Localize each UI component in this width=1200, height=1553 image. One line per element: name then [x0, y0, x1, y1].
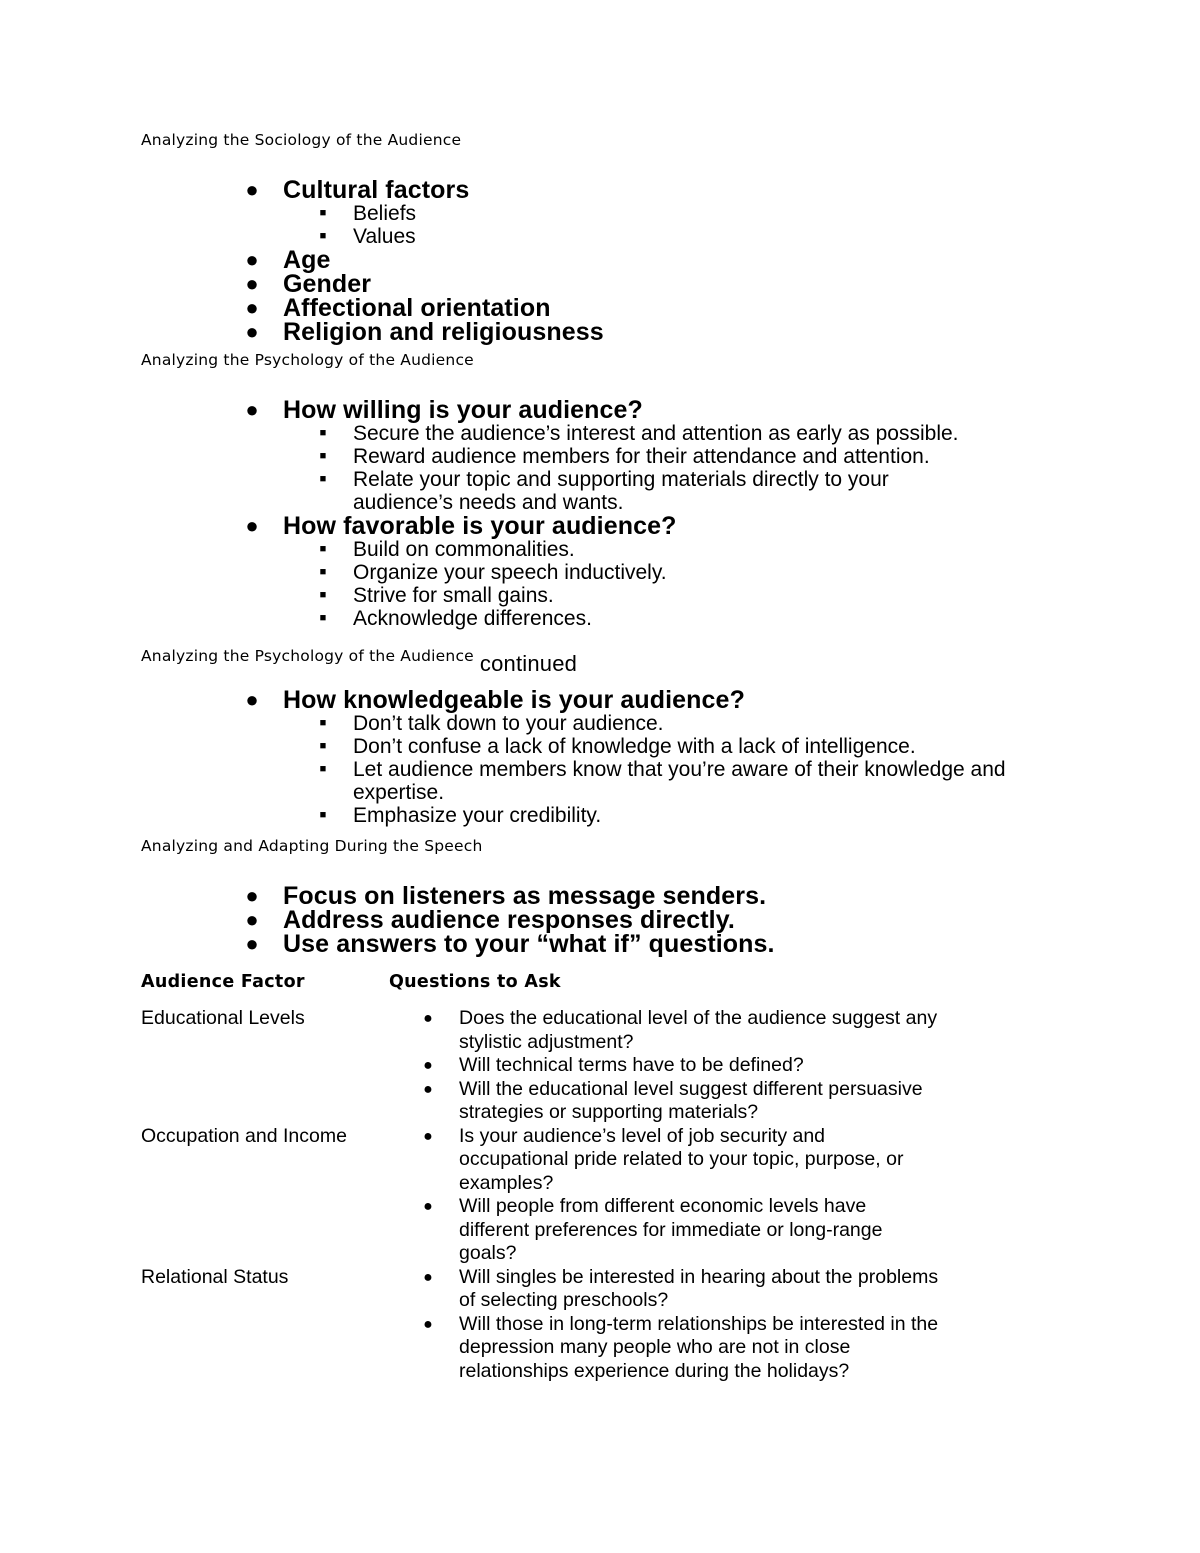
square-bullet-icon: ■: [319, 809, 327, 821]
sub-list-item: ■ Build on commonalities.: [319, 538, 575, 561]
list-item: ● Address audience responses directly.: [245, 906, 735, 934]
bullet-list: [0, 884, 1100, 956]
section-title: Analyzing the Psychology of the Audience continued: [141, 647, 578, 676]
square-bullet-icon: ■: [319, 230, 327, 242]
bullet-icon: ●: [245, 247, 259, 272]
factor-label: Occupation and Income: [141, 1124, 347, 1147]
bullet-icon: ●: [245, 271, 259, 296]
square-bullet-icon: ■: [319, 473, 327, 485]
bullet-icon: ●: [245, 177, 259, 202]
bullet-list: [0, 688, 1100, 827]
list-item: ● Use answers to your “what if” questions.: [245, 930, 775, 958]
sub-list-item: ■ Reward audience members for their attendance and attention.: [319, 445, 930, 468]
square-bullet-icon: ■: [319, 740, 327, 752]
question-item: ● Is your audience’s level of job security and occupational pride related to your topic, purpose, or examples?: [421, 1125, 1041, 1196]
square-bullet-icon: ■: [319, 717, 327, 729]
factor-label: Relational Status: [141, 1265, 289, 1288]
audience-factor-table: [141, 972, 1041, 1383]
square-bullet-icon: ■: [319, 450, 327, 462]
bullet-icon: ●: [245, 319, 259, 344]
bullet-icon: ●: [423, 1268, 433, 1286]
bullet-icon: ●: [423, 1057, 433, 1074]
list-item: ● Religion and religiousness: [245, 318, 604, 346]
list-item: ● How favorable is your audience?: [245, 512, 677, 540]
bullet-icon: ●: [245, 513, 259, 538]
list-item: ● How knowledgeable is your audience?: [245, 686, 745, 714]
table-row: [141, 1007, 1041, 1125]
sub-list-item: ■ Acknowledge differences.: [319, 607, 592, 630]
list-item: ● Age: [245, 246, 331, 274]
sub-list-item: ■ Relate your topic and supporting materials directly to your audience’s needs and wants.: [319, 468, 889, 514]
square-bullet-icon: ■: [319, 566, 327, 578]
bullet-icon: ●: [423, 1080, 433, 1098]
sub-list-item: ■ Let audience members know that you’re aware of their knowledge and expertise.: [319, 758, 1006, 804]
question-item: ● Will singles be interested in hearing about the problems of selecting preschools?: [421, 1266, 1041, 1313]
list-item: ● Gender: [245, 270, 372, 298]
column-header: Questions to Ask: [389, 972, 561, 992]
table-row: [141, 1125, 1041, 1266]
section-title: Analyzing the Sociology of the Audience: [141, 131, 462, 149]
sub-list-item: ■ Organize your speech inductively.: [319, 561, 667, 584]
square-bullet-icon: ■: [319, 612, 327, 624]
question-item: ● Will people from different economic levels have different preferences for immediate or long-range goals?: [421, 1195, 1041, 1266]
bullet-icon: ●: [245, 883, 259, 908]
list-item: ● How willing is your audience?: [245, 396, 643, 424]
sub-list-item: ■ Strive for small gains.: [319, 584, 554, 607]
list-item: ● Cultural factors: [245, 176, 470, 204]
continued-label: continued: [479, 651, 578, 676]
bullet-icon: ●: [245, 397, 259, 422]
bullet-list: [0, 178, 1100, 344]
sub-list-item: ■ Values: [319, 225, 416, 248]
question-item: ● Will the educational level suggest different persuasive strategies or supporting materials?: [421, 1078, 1041, 1125]
square-bullet-icon: ■: [319, 589, 327, 601]
list-item: ● Focus on listeners as message senders.: [245, 882, 767, 910]
section-title: Analyzing and Adapting During the Speech: [141, 837, 483, 855]
bullet-icon: ●: [245, 907, 259, 932]
bullet-icon: ●: [245, 687, 259, 712]
sub-list-item: ■ Secure the audience’s interest and attention as early as possible.: [319, 422, 959, 445]
bullet-icon: ●: [423, 1315, 433, 1333]
bullet-icon: ●: [423, 1010, 433, 1027]
question-item: ● Does the educational level of the audience suggest any stylistic adjustment?: [421, 1007, 1041, 1054]
bullet-list: [0, 398, 1100, 630]
section-title: Analyzing the Psychology of the Audience: [141, 351, 474, 369]
table-header: [141, 972, 1041, 1002]
bullet-icon: ●: [245, 931, 259, 956]
column-header: Audience Factor: [141, 972, 305, 992]
square-bullet-icon: ■: [319, 427, 327, 439]
sub-list-item: ■ Don’t confuse a lack of knowledge with a lack of intelligence.: [319, 735, 916, 758]
question-item: ● Will technical terms have to be defined?: [421, 1054, 1041, 1078]
sub-list-item: ■ Beliefs: [319, 202, 417, 225]
sub-list-item: ■ Don’t talk down to your audience.: [319, 712, 664, 735]
square-bullet-icon: ■: [319, 207, 327, 219]
square-bullet-icon: ■: [319, 763, 327, 775]
bullet-icon: ●: [423, 1127, 433, 1145]
bullet-icon: ●: [423, 1198, 433, 1215]
square-bullet-icon: ■: [319, 543, 327, 555]
question-item: ● Will those in long-term relationships be interested in the depression many people who are not in close relationships experience during the holidays?: [421, 1313, 1041, 1384]
factor-label: Educational Levels: [141, 1007, 305, 1029]
sub-list-item: ■ Emphasize your credibility.: [319, 804, 602, 827]
list-item: ● Affectional orientation: [245, 294, 551, 322]
table-row: [141, 1266, 1041, 1384]
bullet-icon: ●: [245, 295, 259, 320]
